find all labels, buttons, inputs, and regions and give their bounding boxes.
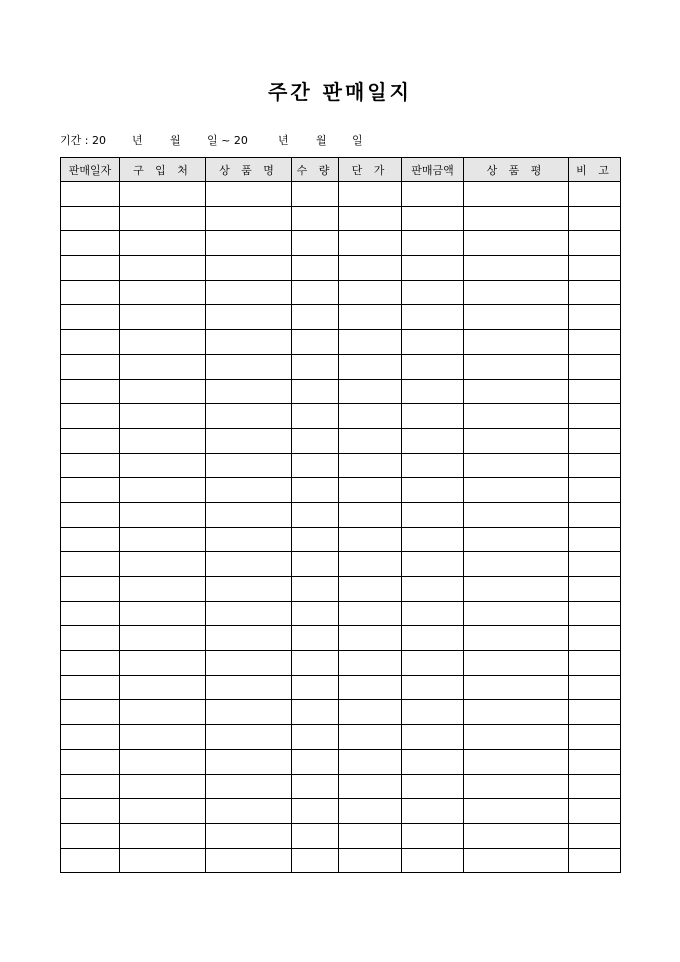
table-cell [339, 675, 402, 700]
table-cell [292, 305, 339, 330]
table-cell [402, 626, 464, 651]
table-cell [206, 527, 292, 552]
table-cell [339, 848, 402, 873]
table-cell [569, 354, 621, 379]
table-row [61, 256, 621, 281]
table-cell [569, 231, 621, 256]
table-cell [206, 231, 292, 256]
table-cell [339, 774, 402, 799]
table-cell [569, 280, 621, 305]
table-cell [120, 256, 206, 281]
table-cell [339, 626, 402, 651]
table-cell [120, 404, 206, 429]
table-cell [292, 552, 339, 577]
table-row [61, 626, 621, 651]
table-cell [339, 379, 402, 404]
table-cell [339, 280, 402, 305]
table-cell [61, 280, 120, 305]
table-cell [206, 601, 292, 626]
table-cell [292, 182, 339, 207]
period-label: 기간 : 20 [60, 134, 106, 147]
table-cell [61, 527, 120, 552]
table-cell [569, 478, 621, 503]
sales-log-table [60, 157, 621, 873]
table-cell [206, 182, 292, 207]
table-row [61, 182, 621, 207]
table-cell [569, 552, 621, 577]
table-cell [402, 552, 464, 577]
table-cell [464, 577, 569, 602]
table-cell [61, 404, 120, 429]
table-cell [206, 379, 292, 404]
table-row [61, 453, 621, 478]
table-cell [120, 527, 206, 552]
page-title: 주간 판매일지 [268, 80, 412, 104]
table-cell [61, 502, 120, 527]
table-cell [61, 428, 120, 453]
table-cell [464, 527, 569, 552]
table-cell [292, 799, 339, 824]
table-cell [120, 651, 206, 676]
table-cell [569, 453, 621, 478]
table-cell [292, 502, 339, 527]
table-row [61, 749, 621, 774]
table-row [61, 725, 621, 750]
table-cell [402, 330, 464, 355]
table-cell [120, 577, 206, 602]
table-cell [339, 651, 402, 676]
period-start-day: 일 ~ 20 [207, 134, 248, 147]
table-cell [206, 626, 292, 651]
table-cell [464, 725, 569, 750]
table-cell [292, 601, 339, 626]
table-cell [206, 206, 292, 231]
table-cell [464, 182, 569, 207]
table-cell [120, 502, 206, 527]
table-cell [61, 379, 120, 404]
table-cell [292, 848, 339, 873]
table-body [61, 182, 621, 873]
table-cell [464, 379, 569, 404]
table-cell [61, 354, 120, 379]
table-cell [61, 774, 120, 799]
table-cell [339, 231, 402, 256]
period-end-day: 일 [352, 134, 363, 147]
table-cell [464, 453, 569, 478]
table-cell [292, 256, 339, 281]
table-cell [339, 354, 402, 379]
table-cell [120, 799, 206, 824]
table-cell [569, 256, 621, 281]
table-cell [569, 428, 621, 453]
table-cell [402, 231, 464, 256]
table-cell [206, 823, 292, 848]
col-header-product-review: 상 품 평 [464, 158, 569, 182]
table-cell [292, 774, 339, 799]
table-cell [120, 354, 206, 379]
table-cell [569, 206, 621, 231]
table-cell [120, 626, 206, 651]
table-cell [292, 206, 339, 231]
table-cell [339, 552, 402, 577]
table-cell [61, 305, 120, 330]
table-cell [402, 675, 464, 700]
table-cell [120, 774, 206, 799]
table-cell [339, 478, 402, 503]
table-row [61, 404, 621, 429]
table-cell [120, 305, 206, 330]
table-cell [464, 206, 569, 231]
table-cell [61, 823, 120, 848]
table-cell [402, 774, 464, 799]
table-cell [292, 231, 339, 256]
table-cell [569, 848, 621, 873]
table-cell [464, 404, 569, 429]
table-row [61, 305, 621, 330]
table-cell [206, 799, 292, 824]
table-cell [402, 305, 464, 330]
table-cell [569, 725, 621, 750]
table-row [61, 823, 621, 848]
table-cell [120, 700, 206, 725]
table-row [61, 527, 621, 552]
table-cell [339, 799, 402, 824]
period-start-year: 년 [132, 134, 143, 147]
table-cell [206, 428, 292, 453]
table-row [61, 354, 621, 379]
table-cell [569, 749, 621, 774]
table-cell [464, 280, 569, 305]
table-row [61, 478, 621, 503]
table-cell [569, 379, 621, 404]
table-cell [464, 256, 569, 281]
table-cell [292, 428, 339, 453]
table-cell [339, 823, 402, 848]
table-cell [206, 774, 292, 799]
table-cell [120, 231, 206, 256]
table-cell [61, 651, 120, 676]
table-cell [292, 453, 339, 478]
table-cell [120, 823, 206, 848]
table-cell [402, 651, 464, 676]
col-header-quantity: 수 량 [292, 158, 339, 182]
table-cell [339, 182, 402, 207]
col-header-unit-price: 단 가 [339, 158, 402, 182]
table-cell [569, 774, 621, 799]
table-row [61, 379, 621, 404]
table-cell [292, 675, 339, 700]
table-cell [339, 749, 402, 774]
table-cell [339, 700, 402, 725]
table-cell [61, 725, 120, 750]
table-cell [569, 330, 621, 355]
table-cell [206, 256, 292, 281]
col-header-buyer: 구 입 처 [120, 158, 206, 182]
table-row [61, 428, 621, 453]
table-cell [339, 453, 402, 478]
table-cell [292, 700, 339, 725]
table-cell [120, 725, 206, 750]
table-cell [292, 478, 339, 503]
table-cell [464, 823, 569, 848]
table-cell [402, 428, 464, 453]
table-cell [464, 231, 569, 256]
table-cell [206, 700, 292, 725]
table-cell [402, 182, 464, 207]
table-cell [464, 774, 569, 799]
table-cell [292, 626, 339, 651]
table-row [61, 577, 621, 602]
table-cell [339, 601, 402, 626]
table-cell [292, 577, 339, 602]
table-cell [120, 749, 206, 774]
table-cell [569, 651, 621, 676]
table-cell [120, 478, 206, 503]
table-cell [206, 305, 292, 330]
table-cell [339, 206, 402, 231]
table-row [61, 601, 621, 626]
table-cell [61, 478, 120, 503]
table-row [61, 502, 621, 527]
table-cell [339, 527, 402, 552]
table-cell [402, 453, 464, 478]
table-cell [120, 428, 206, 453]
col-header-remarks: 비 고 [569, 158, 621, 182]
table-header-row [61, 158, 621, 182]
period-start-month: 월 [170, 134, 181, 147]
table-cell [339, 330, 402, 355]
table-cell [61, 231, 120, 256]
table-cell [402, 848, 464, 873]
table-row [61, 330, 621, 355]
table-row [61, 774, 621, 799]
table-cell [61, 848, 120, 873]
table-cell [464, 651, 569, 676]
table-cell [206, 404, 292, 429]
table-cell [120, 280, 206, 305]
table-cell [569, 675, 621, 700]
table-cell [569, 823, 621, 848]
table-cell [402, 700, 464, 725]
table-cell [61, 601, 120, 626]
table-cell [292, 725, 339, 750]
table-cell [569, 626, 621, 651]
table-cell [464, 354, 569, 379]
table-cell [464, 552, 569, 577]
table-cell [292, 354, 339, 379]
table-cell [339, 305, 402, 330]
table-cell [120, 601, 206, 626]
table-cell [569, 404, 621, 429]
table-cell [464, 478, 569, 503]
table-cell [402, 527, 464, 552]
table-cell [292, 404, 339, 429]
table-cell [569, 700, 621, 725]
table-cell [569, 502, 621, 527]
table-row [61, 552, 621, 577]
table-cell [61, 330, 120, 355]
table-cell [464, 799, 569, 824]
table-cell [206, 478, 292, 503]
table-row [61, 799, 621, 824]
table-cell [464, 675, 569, 700]
table-cell [61, 700, 120, 725]
table-cell [292, 379, 339, 404]
table-cell [402, 799, 464, 824]
table-cell [569, 527, 621, 552]
table-cell [339, 725, 402, 750]
table-cell [339, 577, 402, 602]
table-cell [464, 305, 569, 330]
table-cell [339, 428, 402, 453]
table-cell [464, 848, 569, 873]
table-cell [61, 206, 120, 231]
table-cell [206, 552, 292, 577]
period-end-month: 월 [316, 134, 327, 147]
table-cell [292, 330, 339, 355]
col-header-sale-date: 판매일자 [61, 158, 120, 182]
table-cell [61, 182, 120, 207]
table-cell [569, 799, 621, 824]
table-cell [464, 749, 569, 774]
table-cell [402, 725, 464, 750]
col-header-sale-amount: 판매금액 [402, 158, 464, 182]
table-cell [402, 379, 464, 404]
table-cell [292, 280, 339, 305]
table-cell [61, 256, 120, 281]
table-cell [61, 453, 120, 478]
table-cell [61, 577, 120, 602]
table-cell [402, 749, 464, 774]
table-cell [402, 404, 464, 429]
table-cell [206, 280, 292, 305]
table-cell [206, 749, 292, 774]
table-cell [120, 182, 206, 207]
table-cell [206, 675, 292, 700]
table-cell [569, 601, 621, 626]
table-cell [61, 626, 120, 651]
period-end-year: 년 [278, 134, 289, 147]
table-cell [120, 379, 206, 404]
table-cell [464, 700, 569, 725]
table-cell [339, 256, 402, 281]
table-row [61, 206, 621, 231]
table-cell [120, 330, 206, 355]
table-cell [292, 749, 339, 774]
col-header-product-name: 상 품 명 [206, 158, 292, 182]
table-cell [464, 601, 569, 626]
table-cell [206, 453, 292, 478]
table-cell [569, 577, 621, 602]
table-cell [464, 428, 569, 453]
table-cell [61, 799, 120, 824]
table-cell [61, 675, 120, 700]
table-cell [464, 330, 569, 355]
table-cell [206, 354, 292, 379]
table-cell [206, 848, 292, 873]
table-row [61, 848, 621, 873]
table-cell [61, 552, 120, 577]
table-cell [120, 675, 206, 700]
table-row [61, 280, 621, 305]
table-row [61, 231, 621, 256]
table-cell [120, 453, 206, 478]
table-row [61, 675, 621, 700]
table-cell [402, 280, 464, 305]
table-cell [569, 305, 621, 330]
table-cell [292, 527, 339, 552]
table-cell [206, 577, 292, 602]
table-cell [402, 256, 464, 281]
table-cell [206, 502, 292, 527]
table-cell [120, 206, 206, 231]
table-cell [120, 848, 206, 873]
table-cell [206, 330, 292, 355]
table-row [61, 700, 621, 725]
table-cell [120, 552, 206, 577]
table-cell [206, 651, 292, 676]
table-row [61, 651, 621, 676]
table-cell [206, 725, 292, 750]
table-cell [464, 626, 569, 651]
table-cell [61, 749, 120, 774]
table-cell [402, 354, 464, 379]
table-cell [402, 502, 464, 527]
table-cell [464, 502, 569, 527]
table-cell [569, 182, 621, 207]
table-cell [339, 404, 402, 429]
table-cell [339, 502, 402, 527]
table-cell [402, 577, 464, 602]
period-line [60, 133, 620, 149]
table-cell [402, 478, 464, 503]
table-cell [292, 823, 339, 848]
table-cell [402, 206, 464, 231]
table-cell [292, 651, 339, 676]
table-cell [402, 823, 464, 848]
table-cell [402, 601, 464, 626]
